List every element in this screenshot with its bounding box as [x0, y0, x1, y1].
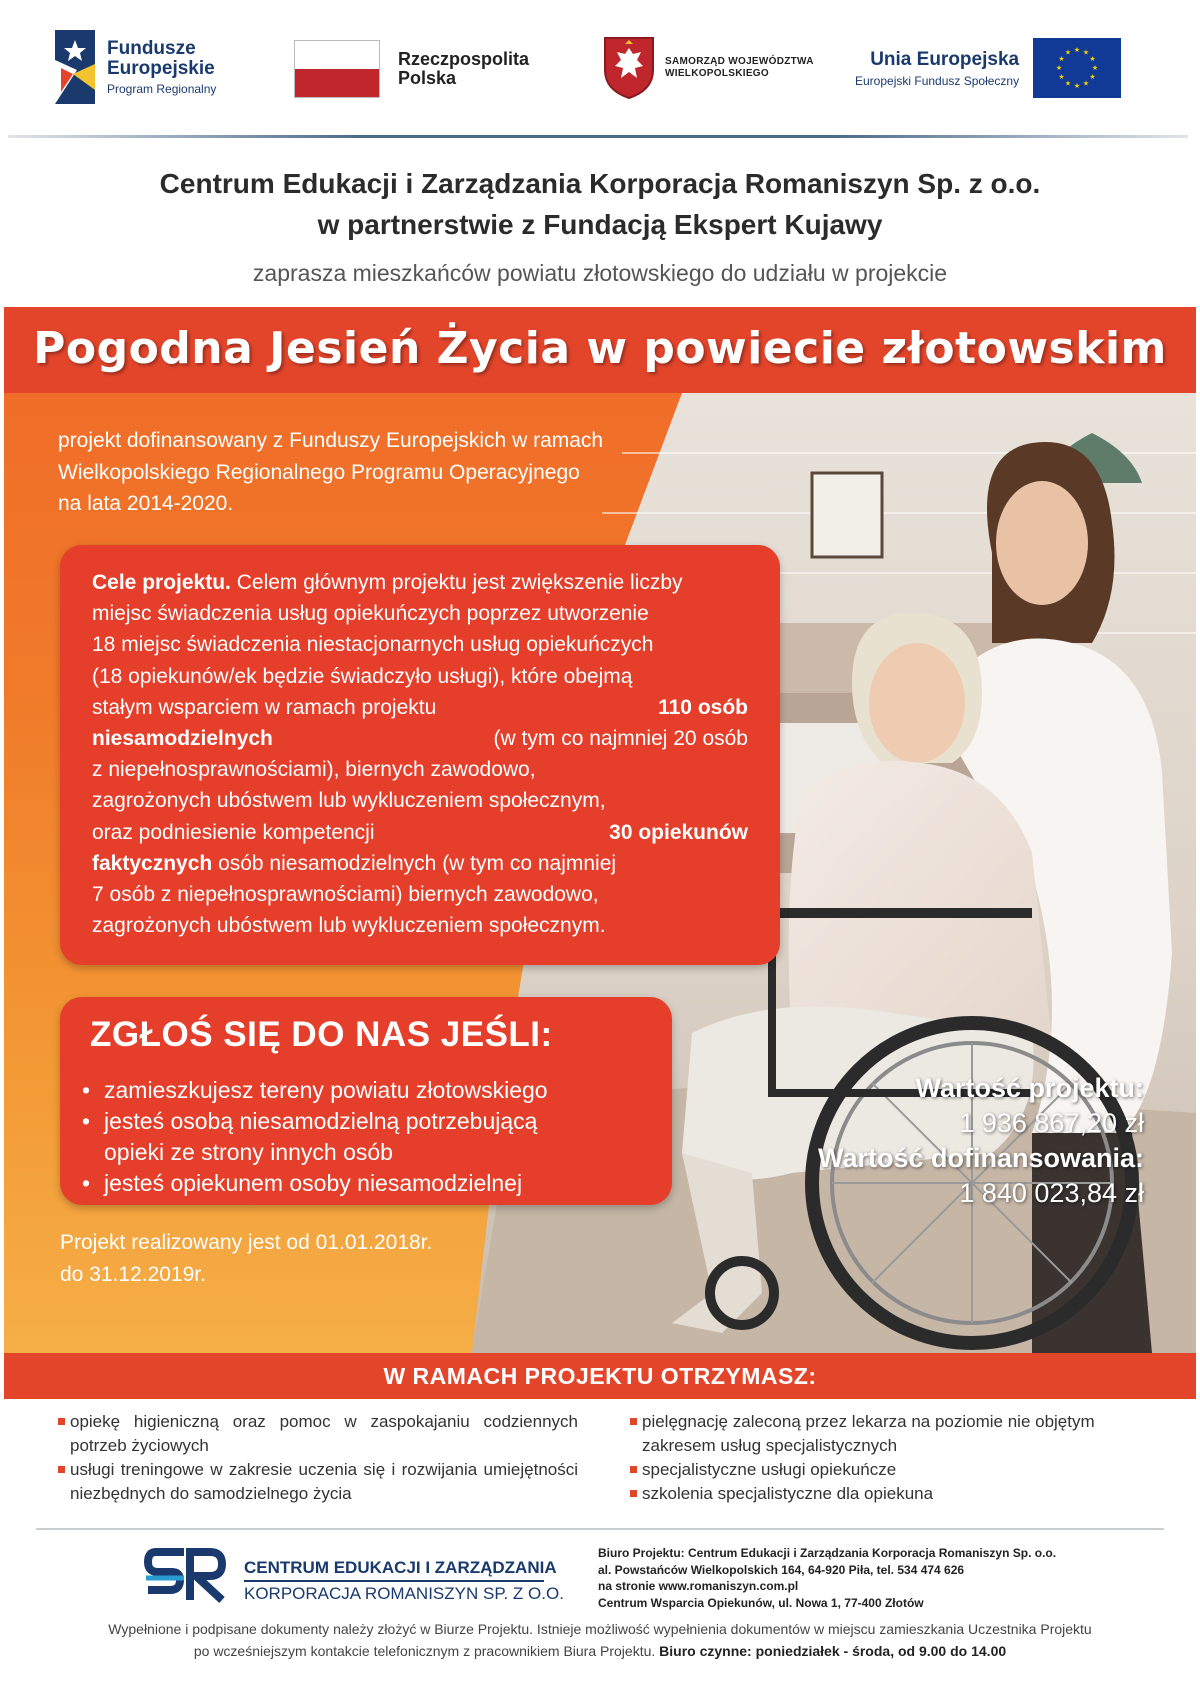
- polish-flag-icon: [294, 40, 380, 98]
- svg-text:★: ★: [1055, 64, 1063, 72]
- svg-text:★: ★: [1073, 46, 1081, 54]
- benefit-item: specjalistyczne usługi opiekuńcze: [630, 1458, 1150, 1482]
- fundusze-line3: Program Regionalny: [107, 81, 217, 96]
- goals-text-part: osób niesamodzielnych (w tym co najmniej: [218, 851, 617, 875]
- project-value-label: Wartość projektu:: [915, 1073, 1144, 1103]
- eligibility-item-continuation: opieki ze strony innych osób: [104, 1139, 393, 1165]
- svg-text:★: ★: [1073, 82, 1081, 90]
- goals-line: z niepełnosprawnościami), biernych zawodowo,: [92, 758, 536, 782]
- benefit-item: pielęgnację zaleconą przez lekarza na poziomie nie objętym zakresem usług specjalistycznych: [630, 1410, 1150, 1458]
- svg-text:★: ★: [1064, 79, 1072, 88]
- goals-line: [92, 723, 748, 754]
- receive-band: [4, 1353, 1196, 1399]
- benefits-list-right: [630, 1410, 1150, 1506]
- note-line-2: po wcześniejszym kontakcie telefonicznym z pracownikiem Biura Projektu.: [193, 1643, 656, 1659]
- project-goals-box: [60, 545, 780, 965]
- project-value-amount: 1 936 867,20 zł: [959, 1108, 1144, 1138]
- eligibility-item: • jesteś osobą niesamodzielną potrzebującą: [82, 1106, 548, 1137]
- project-period: [60, 1227, 432, 1290]
- subtitle-line-2: Wielkopolskiego Regionalnego Programu Operacyjnego: [58, 460, 580, 484]
- eligibility-item: • zamieszkujesz tereny powiatu złotowskiego: [82, 1075, 548, 1106]
- goals-line: (18 opiekunów/ek będzie świadczyło usługi), które obejmą: [92, 664, 633, 688]
- office-line: Centrum Wsparcia Opiekunów, ul. Nowa 1, 77-400 Złotów: [598, 1595, 924, 1610]
- rp-line2: Polska: [398, 68, 457, 88]
- goals-line: 18 miejsc świadczenia niestacjonarnych usług opiekuńczych: [92, 633, 654, 657]
- rp-line1: Rzeczpospolita: [398, 49, 530, 70]
- project-title: Pogodna Jesień Życia w powiecie złotowskim: [33, 323, 1167, 374]
- goals-line: zagrożonych ubóstwem lub wykluczeniem społecznym,: [92, 789, 606, 813]
- goals-highlight-faktycznych: faktycznych: [92, 851, 213, 875]
- goals-line: [92, 692, 748, 723]
- goals-line: [92, 567, 748, 598]
- benefits-list-left: [58, 1410, 578, 1506]
- organizer-line-2: w partnerstwie z Fundacją Ekspert Kujawy: [317, 209, 883, 240]
- period-line-2: do 31.12.2019r.: [60, 1262, 206, 1286]
- ue-line2: Europejski Fundusz Społeczny: [855, 73, 1020, 88]
- project-value-block: [818, 1071, 1144, 1211]
- svg-text:★: ★: [1089, 55, 1096, 63]
- unia-europejska-logo: [855, 38, 1121, 98]
- svg-text:★: ★: [1089, 73, 1096, 81]
- office-line: al. Powstańców Wielkopolskich 164, 64-920 Piła, tel. 534 474 626: [598, 1562, 965, 1577]
- title-band: [4, 307, 1196, 393]
- goals-text-part: oraz podniesienie kompetencji: [92, 820, 375, 844]
- svg-text:★: ★: [1064, 48, 1072, 57]
- subtitle-line-1: projekt dofinansowany z Funduszy Europejskich w ramach: [58, 429, 604, 452]
- fundusze-line1: Fundusze: [107, 37, 196, 59]
- goals-line: miejsc świadczenia usług opiekuńczych poprzez utworzenie: [92, 602, 649, 626]
- logo-bar: [0, 0, 1200, 135]
- goals-highlight-110: 110 osób: [658, 695, 748, 719]
- goals-line: zagrożonych ubóstwem lub wykluczeniem społecznym.: [92, 914, 606, 938]
- eagle-coat-of-arms-icon: [603, 36, 655, 100]
- ue-line1: Unia Europejska: [870, 48, 1020, 70]
- goals-line: [92, 817, 748, 848]
- funding-value-amount: 1 840 023,84 zł: [959, 1178, 1144, 1208]
- period-line-1: Projekt realizowany jest od 01.01.2018r.: [60, 1231, 433, 1254]
- svg-text:★: ★: [1091, 64, 1099, 72]
- eligibility-item: • jesteś opiekunem osoby niesamodzielnej: [82, 1168, 548, 1199]
- bottom-divider: [36, 1528, 1164, 1530]
- company-name-line-1: CENTRUM EDUKACJI I ZARZĄDZANIA: [244, 1558, 557, 1577]
- invitation-text: zaprasza mieszkańców powiatu złotowskiego do udziału w projekcie: [252, 260, 948, 286]
- fundusze-line2: Europejskie: [107, 57, 215, 79]
- goals-text-part: (w tym co najmniej 20 osób: [493, 727, 748, 751]
- company-name-divider: [244, 1580, 544, 1582]
- goals-line: 7 osób z niepełnosprawnościami) biernych zawodowo,: [92, 883, 599, 907]
- svg-text:★: ★: [1058, 55, 1065, 63]
- receive-title: W RAMACH PROJEKTU OTRZYMASZ:: [383, 1363, 817, 1389]
- benefit-item: opiekę higieniczną oraz pomoc w zaspokajaniu codziennych potrzeb życiowych: [58, 1410, 578, 1458]
- benefit-item: usługi treningowe w zakresie uczenia się i rozwijania umiejętności niezbędnych do samodzielnego życia: [58, 1458, 578, 1506]
- goals-highlight-niesamodzielnych: niesamodzielnych: [92, 727, 273, 751]
- samorzad-line2: WIELKOPOLSKIEGO: [665, 68, 769, 79]
- subtitle-line-3: na lata 2014-2020.: [58, 492, 234, 515]
- funding-value-label: Wartość dofinansowania:: [817, 1143, 1144, 1173]
- project-office-info: [598, 1545, 1056, 1611]
- svg-text:★: ★: [1058, 73, 1065, 81]
- eligibility-title: ZGŁOŚ SIĘ DO NAS JEŚLI:: [90, 1015, 553, 1054]
- goals-lead: Cele projektu.: [92, 571, 231, 594]
- office-hours: Biuro czynne: poniedziałek - środa, od 9.00 do 14.00: [659, 1643, 1007, 1659]
- benefit-item: szkolenia specjalistyczne dla opiekuna: [630, 1482, 1150, 1506]
- funding-subtitle: [58, 425, 698, 520]
- samorzad-line1: SAMORZĄD WOJEWÓDZTWA: [665, 55, 814, 67]
- svg-text:★: ★: [1082, 79, 1090, 88]
- goals-line: [92, 848, 748, 879]
- office-line: na stronie www.romaniszyn.com.pl: [598, 1579, 799, 1593]
- submission-note: [0, 1618, 1200, 1662]
- goals-highlight-30: 30 opiekunów: [609, 820, 748, 844]
- rzeczpospolita-logo: [294, 40, 529, 98]
- sr-company-logo: [144, 1548, 226, 1604]
- note-line-1: Wypełnione i podpisane dokumenty należy złożyć w Biurze Projektu. Istnieje możliwość wypełnienia dokumentów w miejscu zamieszkania Uczestnika Projektu: [108, 1621, 1092, 1637]
- top-divider: [8, 135, 1188, 138]
- organizer-line-1: Centrum Edukacji i Zarządzania Korporacja Romaniszyn Sp. z o.o.: [159, 168, 1041, 199]
- goals-text-part: Celem głównym projektu jest zwiększenie liczby: [236, 571, 683, 594]
- eligibility-list: [82, 1075, 548, 1199]
- project-goals-text: [92, 567, 748, 941]
- samorzad-logo: [603, 36, 814, 100]
- fundusze-star-icon: [55, 30, 95, 104]
- office-line: Biuro Projektu: Centrum Edukacji i Zarządzania Korporacja Romaniszyn Sp. o.o.: [598, 1546, 1057, 1560]
- eligibility-box: [60, 997, 672, 1205]
- company-name-line-2: KORPORACJA ROMANISZYN SP. Z O.O.: [244, 1584, 564, 1603]
- goals-text-part: stałym wsparciem w ramach projektu: [92, 695, 437, 719]
- svg-text:★: ★: [1082, 48, 1090, 57]
- main-panel: [4, 307, 1196, 1399]
- fundusze-europejskie-logo: [55, 30, 216, 104]
- eu-flag-icon: [1033, 38, 1121, 98]
